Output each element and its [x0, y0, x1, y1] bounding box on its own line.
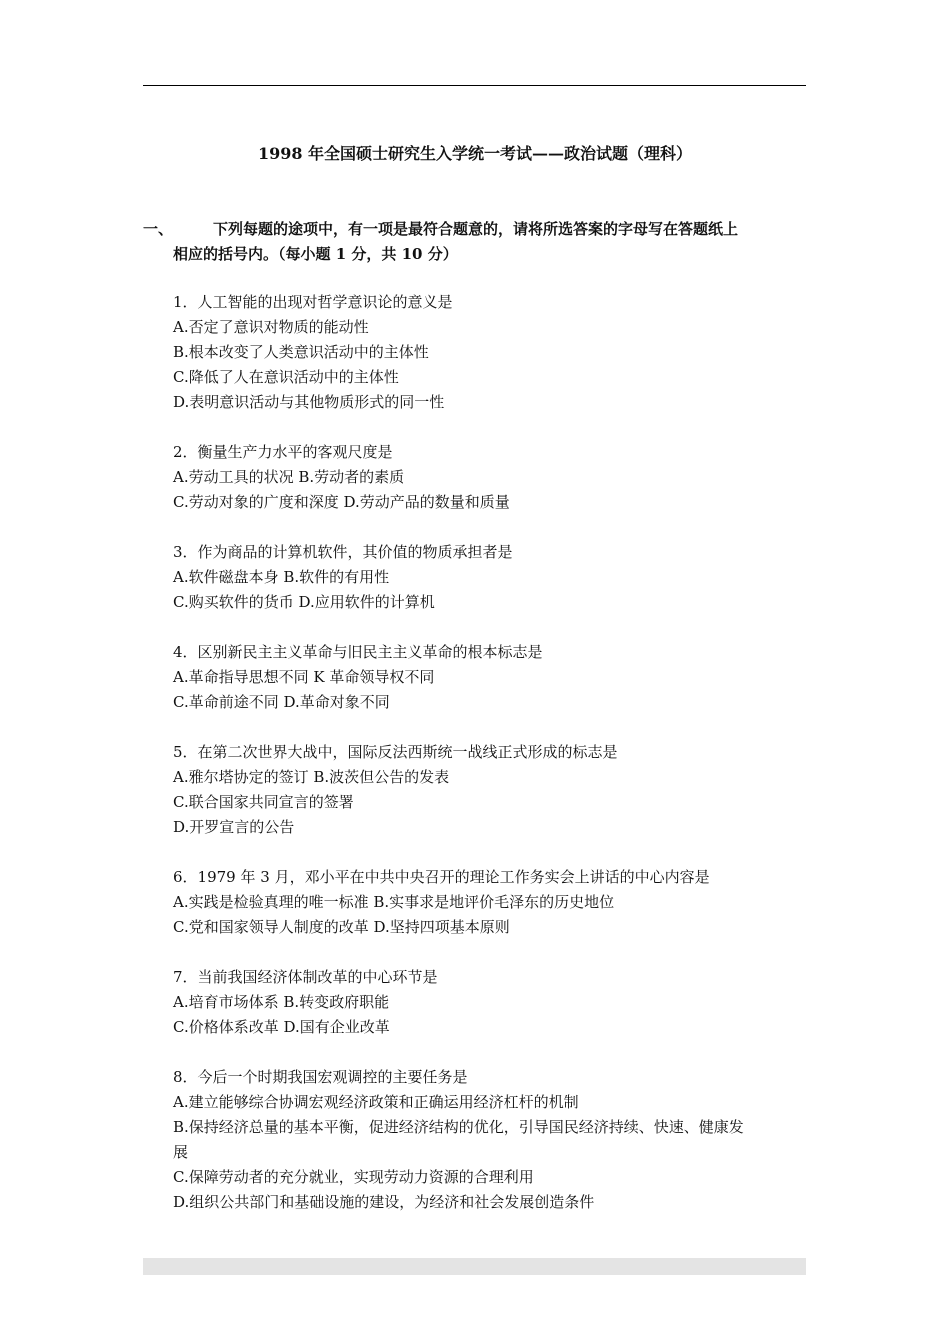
section-instruction-line-1: 下列每题的途项中，有一项是最符合题意的，请将所选答案的字母写在答题纸上: [213, 220, 739, 238]
answer-options-row: C.革命前途不同 D.革命对象不同: [173, 693, 390, 711]
answer-options-row: A.劳动工具的状况 B.劳动者的素质: [173, 468, 405, 486]
question-3: [173, 540, 813, 615]
answer-option: D.表明意识活动与其他物质形式的同一性: [173, 393, 445, 411]
question-5: [173, 740, 813, 840]
answer-option-continuation: 展: [173, 1143, 189, 1161]
answer-options-row: A.软件磁盘本身 B.软件的有用性: [173, 568, 390, 586]
answer-options-row: A.雅尔塔协定的签订 B.波茨但公告的发表: [173, 768, 450, 786]
answer-options-row: C.购买软件的货币 D.应用软件的计算机: [173, 593, 435, 611]
header-rule: [143, 85, 806, 86]
answer-options-row: A.革命指导思想不同 K 革命领导权不同: [173, 668, 435, 686]
answer-option: C.保障劳动者的充分就业，实现劳动力资源的合理利用: [173, 1168, 534, 1186]
answer-option: C.联合国家共同宣言的签署: [173, 793, 354, 811]
section-instruction-line-2: 相应的括号内。（每小题 1 分，共 10 分）: [173, 245, 458, 263]
answer-option: D.组织公共部门和基础设施的建设，为经济和社会发展创造条件: [173, 1193, 595, 1211]
question-list: [173, 290, 813, 1240]
answer-options-row: C.价格体系改革 D.国有企业改革: [173, 1018, 390, 1036]
answer-options-row: A.培育市场体系 B.转变政府职能: [173, 993, 390, 1011]
answer-option: B.保持经济总量的基本平衡，促进经济结构的优化，引导国民经济持续、快速、健康发: [173, 1118, 744, 1136]
answer-option: A.建立能够综合协调宏观经济政策和正确运用经济杠杆的机制: [173, 1093, 579, 1111]
question-7: [173, 965, 813, 1040]
question-stem: 3．作为商品的计算机软件，其价值的物质承担者是: [173, 543, 513, 561]
question-6: [173, 865, 813, 940]
answer-option: D.开罗宣言的公告: [173, 818, 295, 836]
question-2: [173, 440, 813, 515]
question-stem: 1．人工智能的出现对哲学意识论的意义是: [173, 293, 453, 311]
answer-option: C.降低了人在意识活动中的主体性: [173, 368, 399, 386]
question-1: [173, 290, 813, 415]
question-stem: 7．当前我国经济体制改革的中心环节是: [173, 968, 438, 986]
question-stem: 6．1979 年 3 月，邓小平在中共中央召开的理论工作务实会上讲话的中心内容是: [173, 868, 710, 886]
question-stem: 2．衡量生产力水平的客观尺度是: [173, 443, 393, 461]
footer-bar: [143, 1258, 806, 1275]
question-8: [173, 1065, 813, 1215]
question-stem: 8．今后一个时期我国宏观调控的主要任务是: [173, 1068, 468, 1086]
section-number: 一、: [143, 220, 174, 238]
question-4: [173, 640, 813, 715]
answer-options-row: C.劳动对象的广度和深度 D.劳动产品的数量和质量: [173, 493, 510, 511]
answer-option: A.否定了意识对物质的能动性: [173, 318, 369, 336]
question-stem: 5．在第二次世界大战中，国际反法西斯统一战线正式形成的标志是: [173, 743, 618, 761]
answer-options-row: A.实践是检验真理的唯一标准 B.实事求是地评价毛泽东的历史地位: [173, 893, 615, 911]
page-title: 1998 年全国硕士研究生入学统一考试——政治试题（理科）: [257, 144, 693, 163]
answer-option: B.根本改变了人类意识活动中的主体性: [173, 343, 429, 361]
question-stem: 4．区别新民主主义革命与旧民主主义革命的根本标志是: [173, 643, 543, 661]
answer-options-row: C.党和国家领导人制度的改革 D.坚持四项基本原则: [173, 918, 510, 936]
